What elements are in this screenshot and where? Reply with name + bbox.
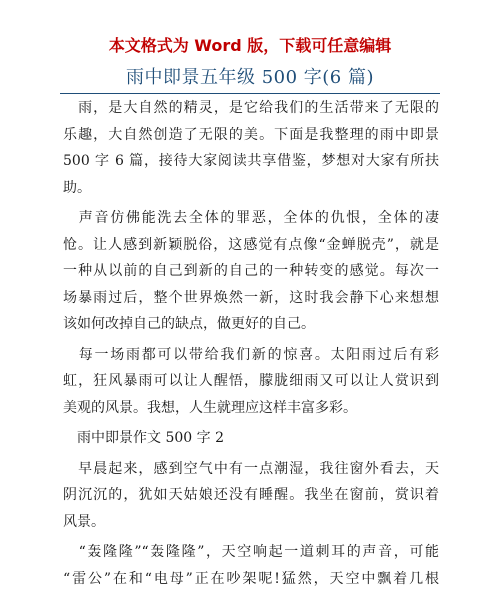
text-line: 助。: [63, 179, 91, 196]
paragraph-sound: [63, 205, 439, 338]
text-line: 一种从以前的自己到新的自己的一种转变的感觉。每次一: [63, 263, 439, 279]
text-line: 每一场雨都可以带给我们新的惊喜。太阳雨过后有彩: [63, 346, 439, 363]
paragraph-intro: [63, 95, 439, 201]
text-line: “轰隆隆”“轰隆隆”，天空响起一道刺耳的声音，可能: [63, 544, 439, 560]
text-line: “雷公”在和“电母”正在吵架呢!猛然，天空中飘着几根: [63, 570, 439, 587]
paragraph-thunder: [63, 539, 439, 592]
section-heading-essay-2: [63, 425, 439, 452]
text-line: 美观的风景。我想，人生就理应这样丰富多彩。: [63, 399, 357, 416]
text-line: 声音仿佛能洗去全体的罪恶，全体的仇恨，全体的凄: [63, 210, 439, 226]
text-line: 阴沉沉的，犹如天姑娘还没有睡醒。我坐在窗前，赏识着: [63, 487, 439, 503]
text-line: 风景。: [63, 513, 105, 530]
title-divider: [60, 93, 440, 94]
text-line: 500 字 6 篇，接待大家阅读共享借鉴，梦想对大家有所扶: [63, 153, 439, 169]
text-line: 早晨起来，感到空气中有一点潮湿，我往窗外看去，天: [63, 460, 439, 477]
text-line: 乐趣，大自然创造了无限的美。下面是我整理的雨中即景: [63, 126, 439, 143]
text-line: 场暴雨过后，整个世界焕然一新，这时我会静下心来想想: [63, 289, 439, 306]
word-format-banner: 本文格式为 Word 版，下载可任意编辑: [108, 36, 392, 55]
text-line: 雨，是大自然的精灵，是它给我们的生活带来了无限的: [63, 100, 439, 116]
text-line: 该如何改掉自己的缺点，做更好的自己。: [63, 316, 315, 332]
document-body: [63, 95, 439, 596]
paragraph-morning: [63, 456, 439, 536]
document-title: 雨中即景五年级 500 字(6 篇): [125, 67, 375, 88]
text-line: 怆。让人感到新颖脱俗，这感觉有点像“金蝉脱壳”，就是: [63, 236, 439, 253]
paragraph-surprise: [63, 342, 439, 422]
text-line: 雨中即景作文 500 字 2: [63, 430, 224, 446]
text-line: 虹，狂风暴雨可以让人醒悟，朦胧细雨又可以让人赏识到: [63, 373, 439, 389]
